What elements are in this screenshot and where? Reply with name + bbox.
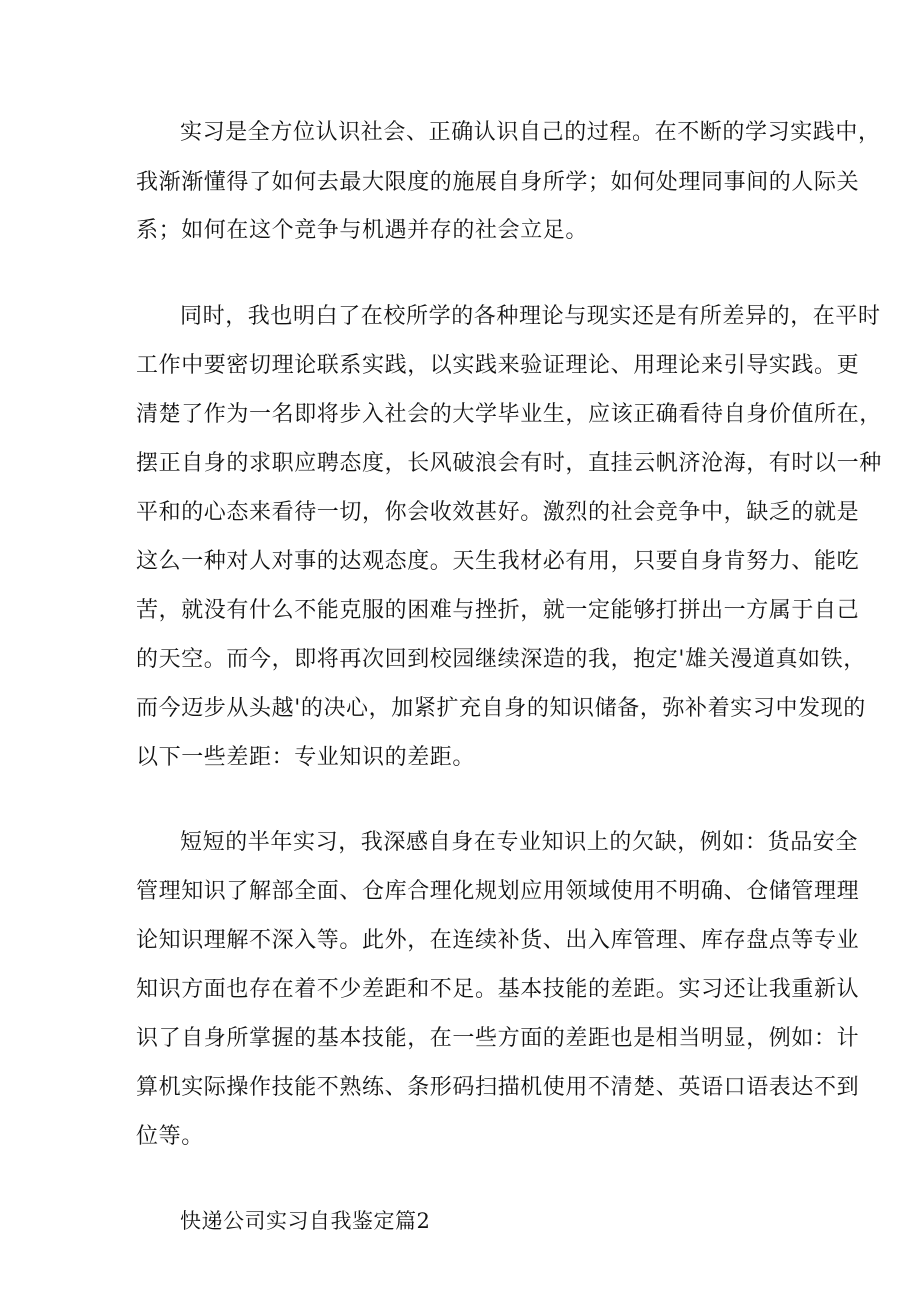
paragraph-2-line-3: 清楚了作为一名即将步入社会的大学毕业生，应该正确看待自身价值所在， <box>136 402 882 427</box>
paragraph-2-line-7: 苦，就没有什么不能克服的困难与挫折，就一定能够打拼出一方属于自己 <box>136 598 860 623</box>
paragraph-1-line-1: 实习是全方位认识社会、正确认识自己的过程。在不断的学习实践中， <box>180 120 881 145</box>
paragraph-2-line-2: 工作中要密切理论联系实践，以实践来验证理论、用理论来引导实践。更 <box>136 353 860 378</box>
paragraph-1-line-2: 我渐渐懂得了如何去最大限度的施展自身所学；如何处理同事间的人际关 <box>136 170 860 195</box>
paragraph-3-line-7: 位等。 <box>136 1124 204 1149</box>
section-heading: 快递公司实习自我鉴定篇2 <box>180 1209 431 1233</box>
paragraph-3-line-3: 论知识理解不深入等。此外，在连续补货、出入库管理、库存盘点等专业 <box>136 928 860 953</box>
paragraph-2-line-8: 的天空。而今，即将再次回到校园继续深造的我，抱定'雄关漫道真如铁， <box>136 647 866 672</box>
paragraph-2-line-10: 以下一些差距：专业知识的差距。 <box>136 745 476 770</box>
paragraph-1-line-3: 系；如何在这个竞争与机遇并存的社会立足。 <box>136 218 589 243</box>
paragraph-2-line-4: 摆正自身的求职应聘态度，长风破浪会有时，直挂云帆济沧海，有时以一种 <box>136 451 882 476</box>
paragraph-2-line-1: 同时，我也明白了在校所学的各种理论与现实还是有所差异的，在平时 <box>180 304 881 329</box>
paragraph-2-line-5: 平和的心态来看待一切，你会收效甚好。激烈的社会竞争中，缺乏的就是 <box>136 500 860 525</box>
paragraph-2-line-6: 这么一种对人对事的达观态度。天生我材必有用，只要自身肯努力、能吃 <box>136 549 860 574</box>
paragraph-3-line-4: 知识方面也存在着不少差距和不足。基本技能的差距。实习还让我重新认 <box>136 977 860 1002</box>
paragraph-3-line-1: 短短的半年实习，我深感自身在专业知识上的欠缺，例如：货品安全 <box>180 830 859 855</box>
paragraph-2-line-9: 而今迈步从头越'的决心，加紧扩充自身的知识储备，弥补着实习中发现的 <box>136 696 866 721</box>
paragraph-3-line-2: 管理知识了解部全面、仓库合理化规划应用领域使用不明确、仓储管理理 <box>136 879 860 904</box>
paragraph-3-line-5: 识了自身所掌握的基本技能，在一些方面的差距也是相当明显，例如：计 <box>136 1026 860 1051</box>
paragraph-3-line-6: 算机实际操作技能不熟练、条形码扫描机使用不清楚、英语口语表达不到 <box>136 1075 860 1100</box>
